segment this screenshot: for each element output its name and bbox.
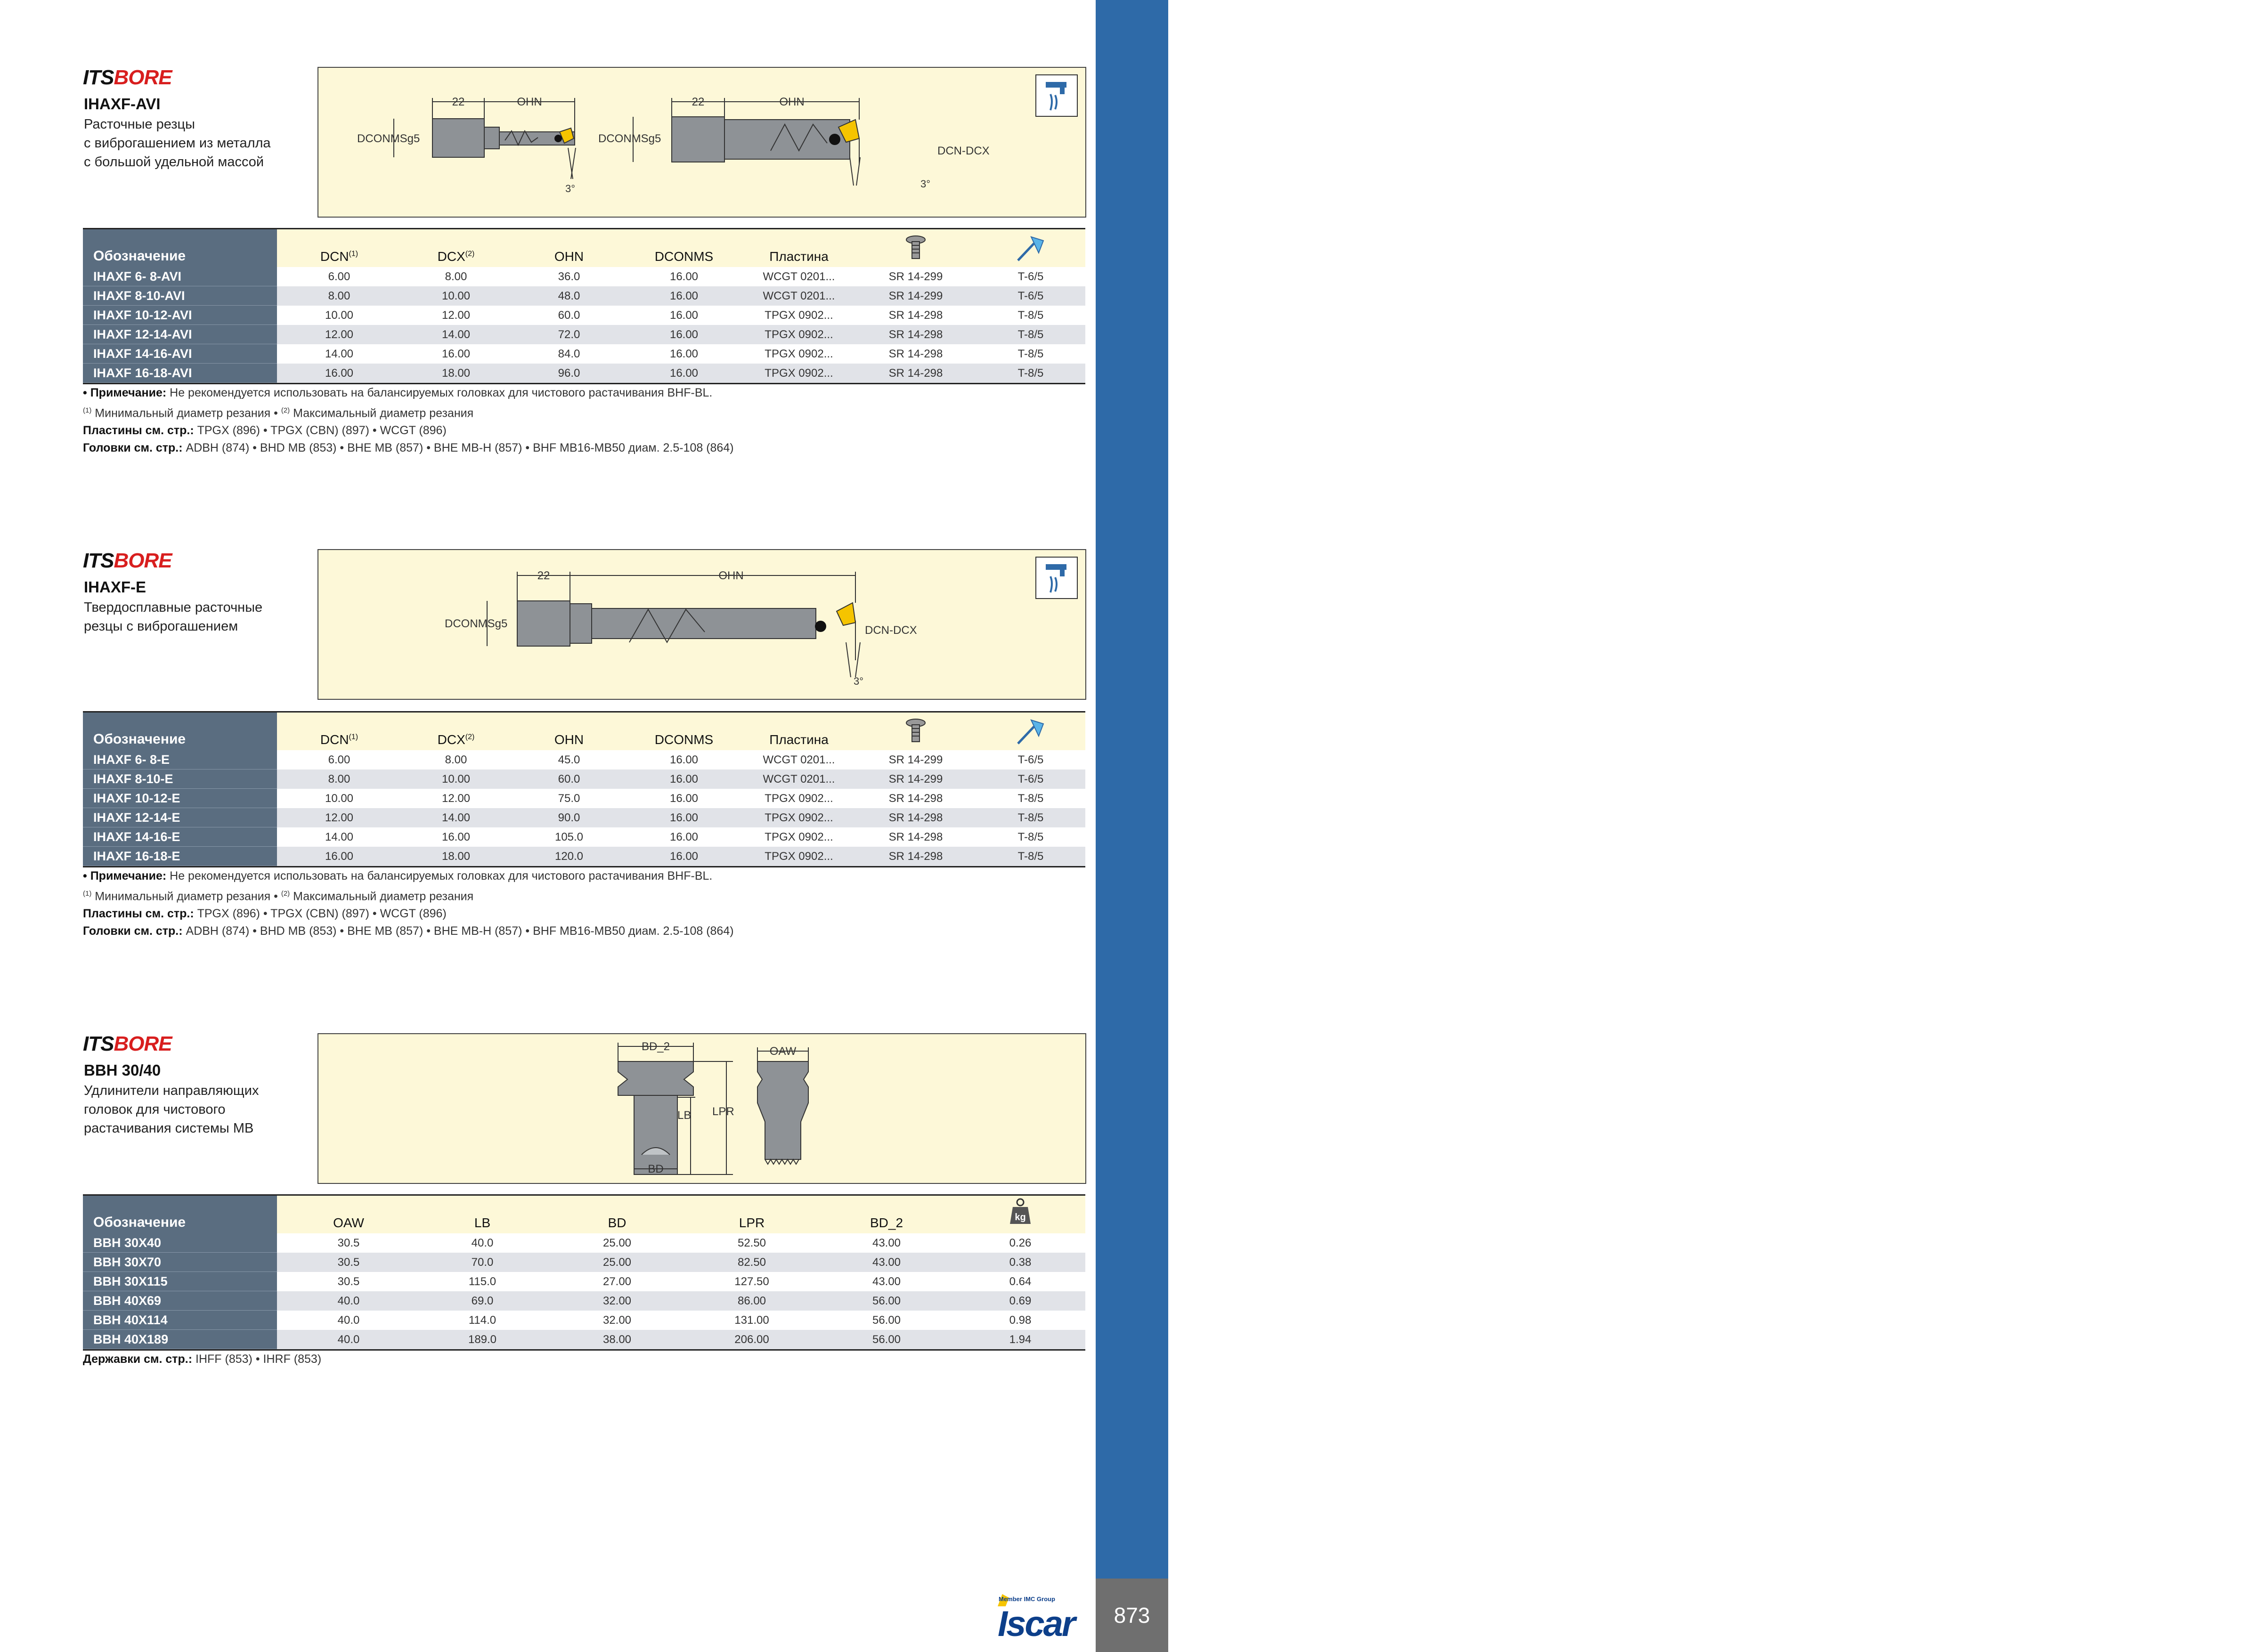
table-row: BBH 30X70 30.5 70.0 25.00 82.50 43.00 0.38 (83, 1253, 1085, 1272)
col-header-insert: Пластина (769, 249, 829, 264)
table-header (83, 229, 1085, 267)
col-header-lb: LB (474, 1215, 491, 1230)
screw-icon (903, 717, 929, 749)
product-name: IHAXF-E (84, 578, 146, 596)
dim-dcn-dcx: DCN-DCX (937, 145, 990, 157)
table-row: IHAXF 10-12-E 10.00 12.00 75.0 16.00 TPGX 0902... SR 14-298 T-8/5 (83, 789, 1085, 808)
table-row: BBH 40X69 40.0 69.0 32.00 86.00 56.00 0.69 (83, 1291, 1085, 1311)
dim-angle-left: 3° (565, 183, 576, 194)
dim-oaw: OAW (769, 1045, 797, 1058)
table-row: BBH 40X114 40.0 114.0 32.00 131.00 56.00 0.98 (83, 1311, 1085, 1330)
product-description: Удлинители направляющих головок для чистового растачивания системы MB (84, 1083, 259, 1136)
footnote-line: $^{(1)}$ Минимальный диаметр резания • $^{(2)}$ Максимальный диаметр резания (83, 890, 474, 903)
dim-dconms-right: DCONMSg5 (598, 132, 661, 145)
table-row: IHAXF 12-14-AVI 12.00 14.00 72.0 16.00 TPGX 0902... SR 14-298 T-8/5 (83, 325, 1085, 344)
section-ihaxf-avi (83, 66, 1085, 476)
table-notes (83, 867, 734, 940)
table-row: BBH 30X115 30.5 115.0 27.00 127.50 43.00 0.64 (83, 1272, 1085, 1291)
col-header-dcx: DCX$^{(2)}$ (437, 249, 475, 264)
screw-icon (903, 234, 929, 266)
inserts-ref-line: Пластины см. стр.: TPGX (896) • TPGX (CBN) (897) • WCGT (896) (83, 424, 447, 437)
iscar-logo: Iscar (998, 1604, 1074, 1644)
dim-lpr: LPR (712, 1105, 734, 1118)
coolant-icon (1035, 557, 1078, 599)
col-header-insert: Пластина (769, 732, 829, 747)
dim-ohn: OHN (718, 569, 744, 582)
dim-ohn-left: OHN (517, 96, 542, 108)
dim-angle: 3° (854, 675, 864, 687)
table-row: IHAXF 10-12-AVI 10.00 12.00 60.0 16.00 TPGX 0902... SR 14-298 T-8/5 (83, 306, 1085, 325)
table-row: IHAXF 6- 8-E 6.00 8.00 45.0 16.00 WCGT 0201... SR 14-299 T-6/5 (83, 750, 1085, 769)
col-header-ohn: OHN (554, 249, 584, 264)
table-body (83, 750, 1085, 866)
dim-22: 22 (537, 569, 550, 582)
table-row: IHAXF 14-16-AVI 14.00 16.00 84.0 16.00 TPGX 0902... SR 14-298 T-8/5 (83, 344, 1085, 364)
tool-diagram (317, 549, 1086, 700)
dim-dconms: DCONMSg5 (445, 617, 508, 630)
weight-icon (1008, 1198, 1033, 1228)
dim-dconms-left: DCONMSg5 (357, 132, 420, 145)
tool-diagram (317, 67, 1086, 218)
col-header-dcx: DCX$^{(2)}$ (437, 732, 475, 747)
col-header-designation: Обозначение (93, 1215, 186, 1230)
product-name: IHAXF-AVI (84, 95, 161, 113)
page-number: 873 (1114, 1603, 1150, 1628)
table-body (83, 267, 1085, 383)
col-header-dcn: DCN$^{(1)}$ (320, 249, 358, 264)
section-bbh (83, 1032, 1085, 1385)
heads-ref-line: Головки см. стр.: ADBH (874) • BHD MB (853) • BHE MB (857) • BHE MB-H (857) • BHF MB16-MB50 диам. 2.5-108 (864) (83, 441, 734, 455)
dim-dcn-dcx: DCN-DCX (865, 624, 917, 637)
coolant-icon (1035, 74, 1078, 117)
table-row: IHAXF 12-14-E 12.00 14.00 90.0 16.00 TPGX 0902... SR 14-298 T-8/5 (83, 808, 1085, 827)
table-notes (83, 384, 734, 457)
col-header-designation: Обозначение (93, 731, 186, 747)
dim-22-right: 22 (692, 96, 705, 108)
table-header (83, 713, 1085, 750)
table-row: IHAXF 8-10-E 8.00 10.00 60.0 16.00 WCGT 0201... SR 14-299 T-6/5 (83, 769, 1085, 789)
heads-ref-line: Головки см. стр.: ADBH (874) • BHD MB (853) • BHE MB (857) • BHE MB-H (857) • BHF MB16-MB50 диам. 2.5-108 (864) (83, 924, 734, 938)
page-number-box (1096, 1579, 1168, 1652)
product-table (83, 711, 1085, 867)
key-icon (1015, 717, 1046, 749)
table-header (83, 1196, 1085, 1233)
col-header-designation: Обозначение (93, 248, 186, 264)
product-name: BBH 30/40 (84, 1061, 161, 1079)
col-header-dconms: DCONMS (654, 732, 714, 747)
col-header-dcn: DCN$^{(1)}$ (320, 732, 358, 747)
table-row: IHAXF 6- 8-AVI 6.00 8.00 36.0 16.00 WCGT 0201... SR 14-299 T-6/5 (83, 267, 1085, 286)
key-icon (1015, 234, 1046, 266)
inserts-ref-line: Пластины см. стр.: TPGX (896) • TPGX (CBN) (897) • WCGT (896) (83, 907, 447, 921)
dim-angle-right: 3° (920, 178, 931, 190)
dim-bd2: BD_2 (641, 1040, 670, 1053)
svg-text:kg: kg (1015, 1212, 1026, 1223)
col-header-lpr: LPR (739, 1215, 765, 1230)
dim-bd: BD (648, 1163, 664, 1175)
product-description: Твердосплавные расточные резцы с виброгашением (84, 600, 263, 634)
itsbore-logo: ITSBORE (83, 66, 172, 89)
col-header-ohn: OHN (554, 732, 584, 747)
col-header-dconms: DCONMS (654, 249, 714, 264)
table-row: IHAXF 16-18-E 16.00 18.00 120.0 16.00 TPGX 0902... SR 14-298 T-8/5 (83, 847, 1085, 866)
product-table (83, 228, 1085, 384)
note-line: • Примечание: Не рекомендуется использовать на балансируемых головках для чистового растачивания BHF-BL. (83, 869, 713, 883)
sidebar-title: МОДУЛЬНАЯ РАСТОЧНАЯ СИСТЕМА ITS BORE (2210, 89, 2246, 834)
boring-bar-drawing (318, 550, 1085, 699)
table-row: IHAXF 14-16-E 14.00 16.00 105.0 16.00 TPGX 0902... SR 14-298 T-8/5 (83, 827, 1085, 847)
note-line: • Примечание: Не рекомендуется использовать на балансируемых головках для чистового растачивания BHF-BL. (83, 386, 713, 399)
table-body (83, 1233, 1085, 1349)
itsbore-logo: ITSBORE (83, 549, 172, 572)
itsbore-logo: ITSBORE (83, 1032, 172, 1055)
dim-ohn-right: OHN (779, 96, 805, 108)
dim-lb: LB (677, 1109, 692, 1122)
holders-ref-line: Державки см. стр.: IHFF (853) • IHRF (853) (83, 1352, 322, 1366)
product-description: Расточные резцы с виброгашением из металла с большой удельной массой (84, 117, 271, 170)
footnote-line: $^{(1)}$ Минимальный диаметр резания • $^{(2)}$ Максимальный диаметр резания (83, 406, 474, 420)
logo-member-text: Member IMC Group (999, 1595, 1055, 1603)
extension-drawing (318, 1034, 1085, 1183)
table-row: BBH 40X189 40.0 189.0 38.00 206.00 56.00 1.94 (83, 1330, 1085, 1349)
boring-bar-drawing (318, 68, 1085, 217)
table-row: IHAXF 8-10-AVI 8.00 10.00 48.0 16.00 WCGT 0201... SR 14-299 T-6/5 (83, 286, 1085, 306)
table-row: BBH 30X40 30.5 40.0 25.00 52.50 43.00 0.26 (83, 1233, 1085, 1253)
col-header-oaw: OAW (333, 1215, 364, 1230)
product-table (83, 1194, 1085, 1351)
dim-22-left: 22 (452, 96, 465, 108)
col-header-bd2: BD_2 (870, 1215, 903, 1230)
section-ihaxf-e (83, 549, 1085, 959)
table-row: IHAXF 16-18-AVI 16.00 18.00 96.0 16.00 TPGX 0902... SR 14-298 T-8/5 (83, 364, 1085, 383)
table-notes (83, 1351, 321, 1368)
sidebar (1096, 0, 2246, 1652)
col-header-bd: BD (608, 1215, 627, 1230)
tool-diagram (317, 1033, 1086, 1184)
